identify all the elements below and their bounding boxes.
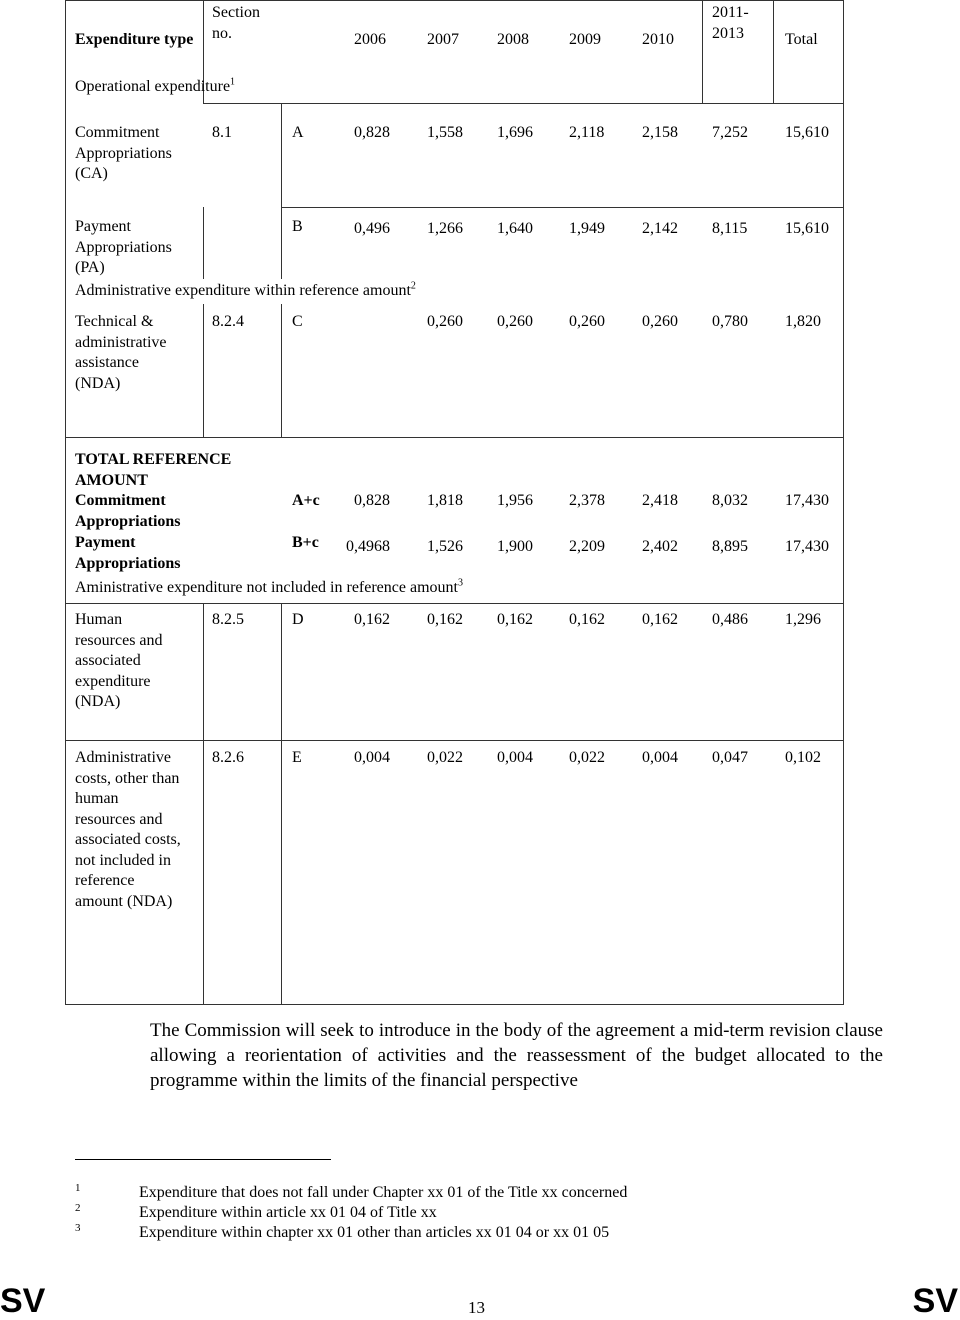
row-d-total: 1,296 <box>785 611 821 628</box>
grid-line-pa-1 <box>203 207 204 279</box>
header-year-2007: 2007 <box>427 31 459 48</box>
row-pa-total: 15,610 <box>785 220 829 237</box>
row-d-value: 0,162 <box>427 611 463 628</box>
footnote-ref-3: 3 <box>457 577 463 589</box>
row-e-label: Administrative costs, other than human resources and associated costs, not included in reference amount (NDA) <box>75 749 181 910</box>
row-ca-section: 8.1 <box>212 124 232 141</box>
footnote-number: 2 <box>75 1202 81 1214</box>
row-nda-section: 8.2.4 <box>212 313 244 330</box>
footnote-text: Expenditure within chapter xx 01 other than articles xx 01 04 or xx 01 05 <box>139 1224 610 1241</box>
row-d-value: 0,162 <box>354 611 390 628</box>
row-e-value: 0,022 <box>569 749 605 766</box>
total-pa-value: 8,895 <box>712 538 748 555</box>
row-nda-code: C <box>292 313 303 330</box>
row-pa-value: 8,115 <box>712 220 748 237</box>
row-ca-value: 1,558 <box>427 124 463 141</box>
footnote-rule <box>75 1159 331 1160</box>
grid-line-pa-3 <box>281 304 282 437</box>
language-code-left: SV <box>0 1282 46 1320</box>
row-nda-total: 1,820 <box>785 313 821 330</box>
header-year-2008: 2008 <box>497 31 529 48</box>
total-pa-value: 2,209 <box>569 538 605 555</box>
row-e-value: 0,022 <box>427 749 463 766</box>
total-pa-total: 17,430 <box>785 538 829 555</box>
row-pa-code: B <box>292 218 303 235</box>
grid-line-nda2-top <box>65 603 844 604</box>
row-nda-value: 0,260 <box>569 313 605 330</box>
footnote-number: 1 <box>75 1182 81 1194</box>
total-pa-code: B+c <box>292 534 319 551</box>
row-e-value: 0,047 <box>712 749 748 766</box>
revision-clause-paragraph: The Commission will seek to introduce in the body of the agreement a mid-term revision clause allowing a reorientation of activities and the reassessment of the budget allocated to the programme within the limits of the financial perspective <box>150 1020 883 1091</box>
page-number: 13 <box>468 1298 485 1317</box>
footnote-text: Expenditure within article xx 01 04 of Title xx <box>139 1204 437 1221</box>
total-pa-value: 1,900 <box>497 538 533 555</box>
row-nda-value: 0,260 <box>642 313 678 330</box>
row-nda-label: Technical & administrative assistance (NDA) <box>75 313 167 392</box>
section-administrative: Administrative expenditure within reference amount$^2$ <box>75 280 416 299</box>
header-year-2009: 2009 <box>569 31 601 48</box>
row-e-value: 0,004 <box>642 749 678 766</box>
header-year-range: 2011- 2013 <box>712 4 749 42</box>
header-section-no: Section no. <box>212 4 260 42</box>
grid-line-nda2-1 <box>203 603 204 1005</box>
row-d-value: 0,162 <box>642 611 678 628</box>
row-pa-value: 0,496 <box>354 220 390 237</box>
total-ca-value: 2,378 <box>569 492 605 509</box>
row-pa-label: Payment Appropriations (PA) <box>75 218 172 276</box>
total-pa-value: 1,526 <box>427 538 463 555</box>
row-d-label: Human resources and associated expenditure (NDA) <box>75 611 163 710</box>
footnote-text: Expenditure that does not fall under Chapter xx 01 of the Title xx concerned <box>139 1184 628 1201</box>
row-ca-code: A <box>292 124 304 141</box>
row-nda-value: 0,260 <box>427 313 463 330</box>
grid-line-d-bottom <box>65 740 844 741</box>
row-e-section: 8.2.6 <box>212 749 244 766</box>
row-e-value: 0,004 <box>354 749 390 766</box>
row-ca-value: 0,828 <box>354 124 390 141</box>
row-d-value: 0,486 <box>712 611 748 628</box>
row-ca-value: 2,158 <box>642 124 678 141</box>
total-reference-title: TOTAL REFERENCE AMOUNT <box>75 451 232 489</box>
total-ca-code: A+c <box>292 492 320 509</box>
total-pa-value: 2,402 <box>642 538 678 555</box>
row-pa-value: 1,949 <box>569 220 605 237</box>
row-ca-value: 1,696 <box>497 124 533 141</box>
total-ca-value: 1,956 <box>497 492 533 509</box>
total-ca-label: Commitment Appropriations <box>75 492 181 530</box>
total-ca-value: 2,418 <box>642 492 678 509</box>
header-bottom-rule <box>203 103 844 104</box>
footnote-number: 3 <box>75 1222 81 1234</box>
row-e-total: 0,102 <box>785 749 821 766</box>
section-operational: Operational expenditure$^1$ <box>75 76 236 95</box>
row-pa-value: 2,142 <box>642 220 678 237</box>
grid-line-ca-1 <box>281 103 282 279</box>
footnote-ref-1: 1 <box>230 76 236 88</box>
header-total: Total <box>785 31 818 48</box>
row-pa-value: 1,266 <box>427 220 463 237</box>
row-d-value: 0,162 <box>569 611 605 628</box>
grid-line-pa-2 <box>203 304 204 437</box>
total-pa-value: 0,4968 <box>346 538 390 555</box>
section-not-included: Aministrative expenditure not included in reference amount$^3$ <box>75 577 463 596</box>
row-d-code: D <box>292 611 304 628</box>
row-pa-value: 1,640 <box>497 220 533 237</box>
footnote-ref-2: 2 <box>410 280 416 292</box>
row-e-code: E <box>292 749 302 766</box>
total-pa-label: Payment Appropriations <box>75 534 181 572</box>
total-ca-value: 8,032 <box>712 492 748 509</box>
total-ca-value: 1,818 <box>427 492 463 509</box>
grid-line-ca-bottom <box>281 207 844 208</box>
header-expenditure-type: Expenditure type <box>75 31 194 48</box>
total-ca-total: 17,430 <box>785 492 829 509</box>
grid-line-nda-bottom <box>65 437 844 438</box>
header-divider-2 <box>702 0 703 103</box>
header-divider-3 <box>773 0 774 103</box>
row-ca-value: 7,252 <box>712 124 748 141</box>
row-ca-total: 15,610 <box>785 124 829 141</box>
header-year-2010: 2010 <box>642 31 674 48</box>
header-year-2006: 2006 <box>354 31 386 48</box>
row-e-value: 0,004 <box>497 749 533 766</box>
grid-line-nda2-2 <box>281 603 282 1005</box>
row-d-value: 0,162 <box>497 611 533 628</box>
row-ca-label: Commitment Appropriations (CA) <box>75 124 172 182</box>
row-d-section: 8.2.5 <box>212 611 244 628</box>
row-nda-value: 0,260 <box>497 313 533 330</box>
total-ca-value: 0,828 <box>354 492 390 509</box>
language-code-right: SV <box>912 1282 958 1320</box>
row-ca-value: 2,118 <box>569 124 605 141</box>
row-nda-value: 0,780 <box>712 313 748 330</box>
